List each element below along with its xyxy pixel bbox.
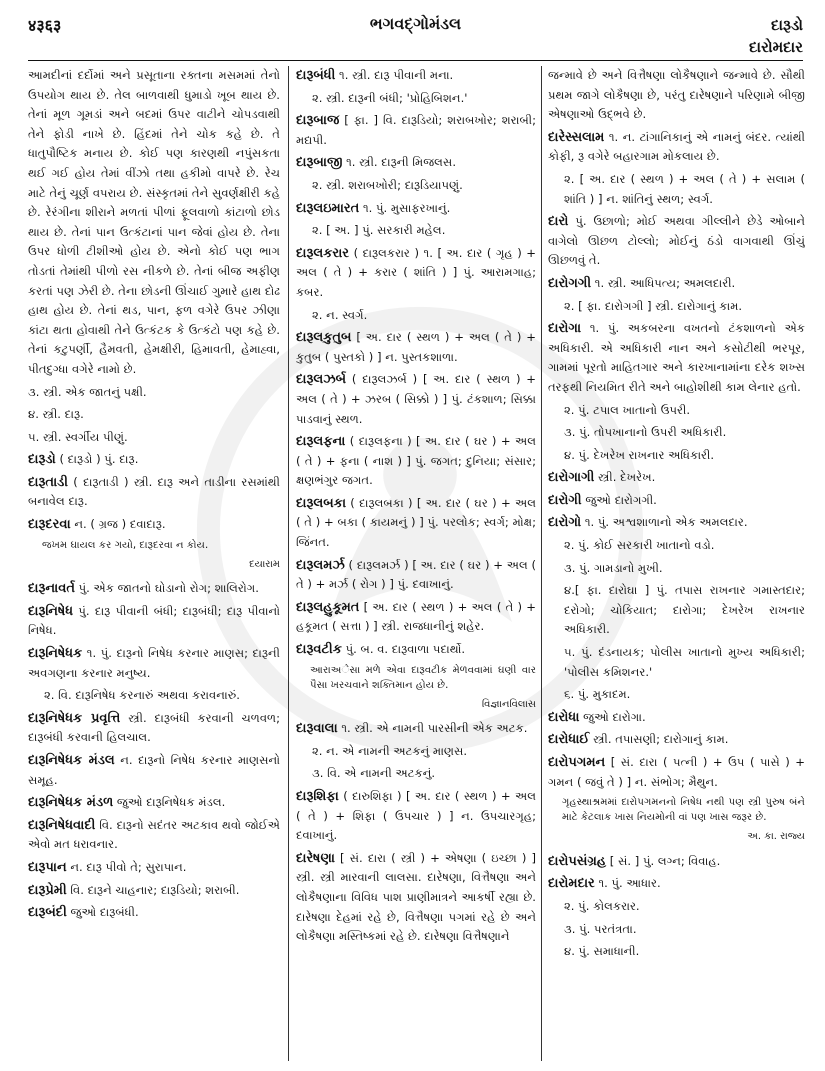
entry-definition: વિ. દારૂને ચાહનાર; દારૂડિયો; શરાબી.: [66, 882, 240, 897]
entry-definition: ( દારૂલકરાર ) ૧. [ અ. દાર ( ગૃહ ) + અલ ( તે ) + કરાર ( શાંતિ ) ] પું. આરામગાહ; કબર.: [296, 245, 536, 299]
dictionary-entry: [548, 274, 805, 294]
entry-sense: ૫. સ્ત્રી. સ્વર્ગીય પીણું.: [28, 429, 128, 444]
quote-source: દયારામ: [249, 558, 280, 570]
entry-definition: [ સં. દારા ( પત્ની ) + ઉપ ( પાસે ) + ગમન ( જવું તે ) ] ન. સંભોગ; મૈથુન.: [548, 755, 805, 789]
entry-definition: [ સં. ] પું. લગ્ન; વિવાહ.: [606, 853, 721, 868]
entry-headword: દારોધાઈ: [548, 732, 590, 748]
entry-definition: [ અ. દાર ( સ્થળ ) + અલ ( તે ) + હકૂમત ( સત્તા ) ] સ્ત્રી. રાજધાનીનું શહેર.: [296, 599, 536, 634]
entry-sense: ૨. ન. સ્વર્ગ.: [312, 307, 368, 322]
entry-definition: ( દારૂલબકા ) [ અ. દાર ( ઘર ) + અલ ( તે ) + બકા ( કાયમનું ) ] પું. પરલોક; સ્વર્ગ; મોક્ષ; જિંનત.: [296, 495, 536, 550]
dictionary-entry: [28, 515, 280, 535]
dictionary-entry: [296, 328, 536, 367]
dictionary-entry: [296, 556, 536, 595]
entry-headword: દારોમદાર: [548, 876, 595, 892]
entry-definition: ૧. ન. ટાંગાનિકાનું એ નામનું બંદર. ત્યાંથી કોફી, રૂ વગેરે બહારગામ મોકલાય છે.: [548, 129, 805, 164]
entry-sense: ૪.[ ફા. દારોઘા ] પું. તપાસ રાખનાર ગમાસ્તદાર; દરોગો; ચોકિયાત; દારોગા; દેખરેખ રાખનાર અધિકારી.: [564, 583, 805, 637]
entry-sense: ૨. પું. કોલકરાર.: [564, 898, 640, 913]
entry-definition: ૧. પું. અકબરના વખતનો ટંકશાળનો એક અધિકારી. એ અધિકારી નાન અને કસોટીથી ભરપૂર, ગામમાં પૂરતો માહિતગાર અને કારખાનામાંના દરેક શખ્સ તરફથી નિયમિત રીતે અને બાહોશીથી કામ લેનાર હતો.: [548, 321, 805, 394]
entry-definition: ૧. પું. આધાર.: [594, 876, 661, 891]
page-number: ४३६३: [28, 16, 62, 35]
entry-headword: દારૂનિષેધવાદી: [28, 817, 96, 833]
dictionary-entry: [548, 753, 805, 792]
column-2: [296, 66, 536, 1061]
usage-quote: આરાઅેસા મળે એવા દારૂવટીક મેળવવામાં ઘણી વાર પૈસા ખરચવાને શક્તિમાન હોય છે.: [310, 664, 536, 691]
dictionary-entry: [296, 153, 536, 173]
entry-headword: દારોપગમન: [548, 755, 606, 770]
dictionary-entry: [28, 602, 280, 641]
entry-definition: ન. દારૂનો નિષેધ કરનાર માણસનો સમૂહ.: [28, 753, 280, 787]
entry-headword: દારૂપ્રેમી: [28, 882, 67, 898]
entry-headword: દારોગા: [548, 321, 582, 337]
usage-quote: જખમ ઘાયલ કર ગયો, દારૂદરવા ન કોય.: [42, 539, 209, 551]
entry-headword: દારૂનિષેધ: [28, 603, 74, 619]
dictionary-entry: [296, 432, 536, 491]
dictionary-entry: [548, 730, 805, 750]
header-divider: [28, 60, 803, 61]
guide-word-top: દારૂડો: [770, 16, 803, 34]
dictionary-entry: [296, 244, 536, 303]
entry-definition: ૧. સ્ત્રી. એ નામની પારસીની એક અટક.: [337, 721, 528, 736]
entry-definition: ૧. સ્ત્રી. આધિપત્ય; અમલદારી.: [591, 275, 736, 290]
entry-headword: દારોપસંગ્રહ: [548, 853, 607, 869]
dictionary-entry: [296, 787, 536, 846]
entry-sense: ૨. [ અ. દાર ( સ્થળ ) + અલ ( તે ) + સલામ ( શાંતિ ) ] ન. શાંતિનું સ્થળ; સ્વર્ગ.: [564, 171, 805, 206]
entry-headword: દારો: [548, 214, 569, 230]
dictionary-entry: [296, 66, 536, 86]
entry-definition: ૧. સ્ત્રી. દારૂની મિજલસ.: [342, 155, 457, 170]
dictionary-entry: [296, 849, 536, 947]
entry-sense: ૬. પું. મુકાદમ.: [564, 687, 631, 702]
entry-headword: દારૂલકુતુબ: [296, 330, 352, 346]
entry-headword: દારૂવટીક: [296, 642, 342, 658]
entry-sense: ૨. પું. કોઈ સરકારી ખાતાનો વડો.: [564, 538, 715, 553]
entry-definition: ન. ( ગ્રજ ) દવાદારૂ.: [70, 517, 166, 532]
column-divider: [541, 66, 542, 1061]
entry-headword: દારૂડો: [28, 452, 56, 468]
entry-sense: ૨. વિ. દારૂનિષેધ કરનારું અથવા કરાવનારું.: [44, 688, 240, 703]
dictionary-entry: [28, 903, 280, 923]
dictionary-entry: [28, 450, 280, 470]
dictionary-entry: [548, 874, 805, 894]
entry-sense: ૨. ન. એ નામની અટકનું માણસ.: [312, 743, 468, 758]
dictionary-entry: [296, 598, 536, 637]
entry-sense: ૪. પું. સમાધાની.: [564, 944, 640, 959]
entry-definition: પું. દારૂ પીવાની બંધી; દારૂબંધી; દારૂ પીવાનો નિષેધ.: [28, 603, 280, 638]
dictionary-entry: [28, 644, 280, 683]
dictionary-entry: [296, 370, 536, 429]
entry-headword: દારેષણા: [296, 850, 335, 866]
entry-headword: દારૂબાજ: [296, 113, 340, 129]
quote-source: અ. કા. રાજ્ય: [747, 831, 805, 843]
entry-headword: દારૂનિષેધક મંડળ: [28, 795, 114, 811]
entry-definition: ન. દારૂ પીવો તે; સુરાપાન.: [66, 859, 187, 874]
entry-headword: દારૂલબકા: [296, 495, 346, 511]
entry-definition: જુઓ દારૂબંધી.: [66, 905, 139, 920]
entry-headword: દારૂબંધી: [296, 68, 336, 83]
entry-definition: ૧. પું. મુસાફરખાનું.: [359, 200, 451, 215]
entry-definition: ( દારૂલઝર્બ ) [ અ. દાર ( સ્થળ ) + અલ ( તે ) + ઝરબ ( સિક્કો ) ] પું. ટંકશાળ; સિક્કા પાડવાનું સ્થળ.: [296, 372, 536, 426]
entry-definition: [ ફા. ] વિ. દારૂડિયો; શરાબખોર; શરાબી; મદ્યપી.: [296, 113, 536, 147]
entry-headword: દારૂનાવર્ત: [28, 581, 75, 597]
dictionary-entry: [296, 111, 536, 150]
entry-headword: દારૂલઝર્બ: [296, 372, 347, 388]
entry-definition: વિ. દારૂનો સદંતર અટકાવ થવો જોઈએ એવો મત ધરાવનાર.: [28, 817, 280, 852]
entry-definition: પું. બ. વ. દારૂવાળા પદાર્થો.: [341, 642, 466, 657]
dictionary-entry: [296, 640, 536, 660]
dictionary-entry: [28, 881, 280, 901]
entry-headword: દારૂદરવા: [28, 517, 71, 533]
entry-sense: ૩. વિ. એ નામની અટકનું.: [312, 766, 436, 781]
book-title: ભગવદ્ગોમંડલ: [369, 14, 462, 33]
dictionary-entry: [548, 212, 805, 271]
entry-headword: દારોગી: [548, 492, 582, 508]
entry-sense: ૪. સ્ત્રી. દારૂ.: [28, 407, 84, 422]
entry-sense: ૨. પું. ટપાલ ખાતાનો ઉપરી.: [564, 402, 691, 417]
page-header: [28, 10, 803, 60]
guide-word-bottom: દારોમદાર: [749, 38, 803, 56]
entry-sense: ૩. પું. ગામડાનો મુખી.: [564, 560, 663, 575]
entry-definition: ૧. પું. દારૂનો નિષેધ કરનાર માણસ; દારૂની અવગણના કરનાર મનુષ્ય.: [28, 646, 280, 680]
entry-sense: ૩. પું. તોપખાનાનો ઉપરી અધિકારી.: [564, 425, 727, 440]
entry-sense: ૪. પું. દેખરેખ રાખનાર અધિકારી.: [564, 447, 715, 462]
entry-headword: દારૂલફના: [296, 434, 346, 450]
dictionary-entry: [548, 491, 805, 511]
entry-definition: ( દારૂતાડી ) સ્ત્રી. દારૂ અને તાડીના રસમાંથી બનાવેલ દારૂ.: [28, 474, 280, 509]
dictionary-entry: [28, 751, 280, 790]
entry-headword: દારોધા: [548, 709, 580, 725]
dictionary-entry: [548, 513, 805, 533]
dictionary-entry: [28, 709, 280, 748]
dictionary-entry: [28, 579, 280, 599]
entry-headword: દારૂવાલા: [296, 721, 338, 737]
column-3: [548, 66, 805, 1061]
entry-definition: [ અ. દાર ( સ્થળ ) + અલ ( તે ) + કુતુબ ( પુસ્તકો ) ] ન. પુસ્તકશાળા.: [296, 330, 536, 364]
entry-headword: દારૂબંદી: [28, 905, 67, 921]
dictionary-entry: [28, 793, 280, 813]
dictionary-entry: [548, 468, 805, 488]
entry-headword: દારેસ્સલામ: [548, 129, 605, 145]
guide-words: [749, 14, 803, 58]
entry-definition: પું. એક જાતનો ઘોડાનો રોગ; શાલિરોગ.: [74, 581, 259, 596]
entry-definition: ( દારૂલમર્ઝ ) [ અ. દાર ( ઘર ) + અલ ( તે ) + મર્ઝ ( રોગ ) ] પું. દવાખાનું.: [296, 557, 536, 592]
entry-definition: ૧. સ્ત્રી. દારૂ પીવાની મના.: [335, 68, 454, 82]
dictionary-entry: [296, 199, 536, 219]
entry-definition: જુઓ દારોગગી.: [581, 492, 657, 507]
entry-sense: ૨. [ અ. ] પું. સરકારી મહેલ.: [312, 223, 446, 238]
dictionary-entry: [548, 319, 805, 397]
entry-sense: ૩. પું. પરતંત્રતા.: [564, 921, 637, 936]
dictionary-entry: [296, 719, 536, 739]
dictionary-entry: [28, 473, 280, 512]
entry-headword: દારૂલકરાર: [296, 245, 350, 261]
dictionary-entry: [28, 816, 280, 855]
entry-headword: દારોગો: [548, 515, 582, 531]
entry-definition: ( દારૂલફના ) [ અ. દાર ( ઘર ) + અલ ( તે ) + ફના ( નાશ ) ] પું. જગત; દુનિયા; સંસાર; ક્ષણભંગુર જગત.: [296, 434, 536, 488]
entry-headword: દારૂલમર્ઝ: [296, 557, 345, 573]
entry-definition: સ્ત્રી. દારૂબંધી કરવાની ચળવળ; દારૂબંધી કરવાની હિલચાલ.: [28, 710, 280, 745]
entry-definition: જુઓ દારૂનિષેધક મંડલ.: [113, 795, 226, 810]
entry-sense: ૫. પું. દંડનાયક; પોલીસ ખાતાનો મુખ્ય અધિકારી; 'પોલીસ કમિશનર.': [564, 645, 805, 679]
quote-source: વિજ્ઞાનવિલાસ: [481, 698, 536, 710]
entry-definition: સ્ત્રી. દેખરેખ.: [594, 470, 656, 485]
entry-definition: પું. ઉછાળો; મોઈ અથવા ગીલ્લીને છેડે ઓબાને વાગેલો ઊછળ ટોલ્લો; મોઈનું ઠંડો વાગવાથી ઊંચું ઊછળવું તે.: [548, 214, 805, 268]
entry-sense: ૨. સ્ત્રી. દારૂની બંધી; 'પ્રોહિબિશન.': [312, 90, 468, 105]
entry-definition: સ્ત્રી. તપાસણી; દારોગાનું કામ.: [589, 732, 729, 747]
entry-headword: દારૂપાન: [28, 859, 67, 875]
entry-definition: [ સં. દારા ( સ્ત્રી ) + એષણા ( ઇચ્છા ) ] સ્ત્રી. સ્ત્રી મારવાની લાલસા. દારેષણા, વિત્તૈષણા અને લોકૈષણાના વિવિધ પાશ પ્રાણીમાત્રને આકર્ષી રહ્યા છે. દારેષણા દેહમાં રહે છે, વિત્તૈષણા પગમાં રહે છે અને લોકૈષણા મસ્તિષ્કમાં રહે છે. દારેષણા વિત્તૈષણાને: [296, 850, 536, 944]
entry-sense: ૩. સ્ત્રી. એક જાતનું પક્ષી.: [28, 384, 147, 399]
entry-headword: દારૂનિષેધક: [28, 646, 83, 662]
entry-sense: ૨. [ ફા. દારોગગી ] સ્ત્રી. દારોગાનું કામ.: [564, 298, 743, 313]
dictionary-entry: [548, 128, 805, 167]
entry-headword: દારૂલહુકૂમત: [296, 599, 360, 615]
entry-sense: જન્માવે છે અને વિત્તૈષણા લોકૈષણાને જન્માવે છે. સૌથી પ્રથમ જાગે લોકૈષણા છે, પરંતુ દારેષણાને પરિણામે બીજી એષણાઓ ઉદ્ભવે છે.: [548, 68, 805, 122]
entry-sense: ૨. સ્ત્રી. શરાબખોરી; દારૂડિયાપણું.: [312, 177, 463, 192]
column-divider: [288, 66, 289, 1061]
entry-sense: આમદીનાં દર્દોમાં અને પ્રસૂતાના રક્તના મસમમાં તેનો ઉપયોગ થાય છે. તેલ બાળવાથી ધુમાડો ખૂબ થાય છે. તેનાં મૂળ ગૂમડાં અને બદમાં ઉપર વાટીને ચોપડવાથી તેને ફોડી નાખે છે. હિંદમાં તેને ચોક કહે છે. તે ધાતુપૌષ્ટિક મનાય છે. કોઈ પણ કારણથી નપુંસકતા થઈ ગઈ હોય તેમાં વીંઝો તથા હકીમો વાપરે છે. રેચ માટે તેનું ચૂર્ણ વપરાય છે. સંસ્કૃતમાં તેને સુવર્ણક્ષીરી કહે છે. રેરંગીના શીરાને મળતાં પીળાં ફૂલવાળો કાંટાળો છોડ થાય છે. તેનાં પાન ઉત્કંટાનાં પાન જેવાં હોય છે. તેના ઉપર ધોળી ટીશીઓ હોય છે. એનો કોઈ પણ ભાગ તોડતાં તેમાંથી પીળો રસ નીકળે છે. તેનાં બીજ અફીણ કરતાં પણ ઝેરી છે. તેના છોડની ઊંચાઈ ગુમારે હાથ દોઢ હાથ હોય છે. તેનાં થડ, પાન, ફળ વગેરે ઉપર ઝીણા કાંટા થતા હોવાથી તેને ઉત્કંટક કે ઉત્કંટો પણ કહે છે. તેનાં કટુપર્ણી, હૈમવતી, હેમક્ષીરી, હિમાવતી, હેમાહ્વા, પીતદુગ્ધા વગેરે નામો છે.: [28, 68, 280, 376]
entry-headword: દારોગાગી: [548, 470, 595, 486]
entry-headword: દારૂતાડી: [28, 474, 69, 490]
entry-headword: દારોગગી: [548, 275, 592, 291]
dictionary-entry: [548, 852, 805, 872]
column-1: [28, 66, 280, 1061]
entry-headword: દારૂનિષેધક મંડલ: [28, 753, 115, 768]
entry-definition: ( દારૂડો ) પું. દારૂ.: [55, 452, 139, 467]
entry-definition: ( દારુશિફા ) [ અ. દાર ( સ્થળ ) + અલ ( તે ) + શિફા ( ઉપચાર ) ] ન. ઉપચારગૃહ; દવાખાનું.: [296, 789, 536, 843]
entry-headword: દારૂશિફા: [296, 789, 339, 804]
entry-headword: દારૂલઇમારત: [296, 200, 360, 216]
usage-quote: ગૃહસ્થાશ્રમમાં દારોપગમનનો નિષેધ નથી પણ સ્ત્રી પુરુષ બંને માટે કેટલાક ખાસ નિયમોની વાં પણ ખાસ જરૂર છે.: [562, 797, 805, 824]
entry-definition: ૧. પું. અશ્વશાળાનો એક અમલદાર.: [581, 515, 748, 530]
entry-headword: દારૂનિષેધક પ્રવૃત્તિ: [28, 710, 121, 726]
dictionary-entry: [28, 858, 280, 878]
entry-definition: જુઓ દારોગા.: [579, 709, 646, 724]
entry-headword: દારૂબાજી: [296, 155, 343, 171]
dictionary-entry: [548, 708, 805, 728]
dictionary-entry: [296, 494, 536, 553]
